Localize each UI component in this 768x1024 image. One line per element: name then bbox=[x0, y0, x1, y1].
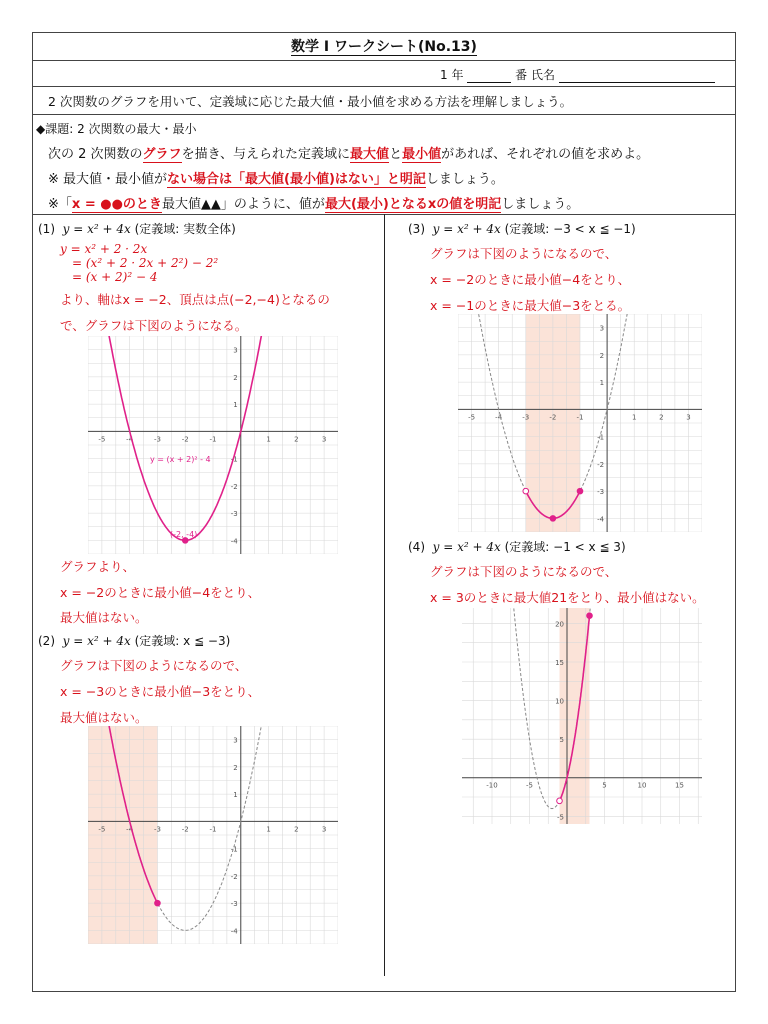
work-line: = (x² + 2 · 2x + 2²) − 2² bbox=[72, 256, 219, 270]
data-point bbox=[587, 613, 593, 619]
x-tick-label: -5 bbox=[98, 825, 106, 834]
y-tick-label: 20 bbox=[555, 620, 564, 629]
problem-1-header: (1) y = x² + 4x (定義域: 実数全体) bbox=[38, 222, 236, 236]
y-tick-label: 2 bbox=[233, 763, 238, 772]
data-point bbox=[523, 488, 529, 494]
y-tick-label: 2 bbox=[599, 351, 605, 360]
x-tick-label: -1 bbox=[209, 435, 217, 444]
data-point bbox=[557, 798, 563, 804]
x-tick-label: 3 bbox=[686, 413, 691, 422]
divider bbox=[32, 114, 736, 115]
class-blank[interactable] bbox=[467, 70, 511, 83]
x-tick-label: -2 bbox=[181, 435, 189, 444]
y-tick-label: 5 bbox=[559, 736, 564, 745]
work-line: = (x + 2)² − 4 bbox=[72, 270, 158, 284]
data-point bbox=[550, 516, 556, 522]
y-tick-label: 1 bbox=[233, 401, 238, 410]
y-tick-label: -4 bbox=[597, 515, 605, 524]
grade-label: 1 年 bbox=[440, 68, 464, 82]
class-line bbox=[440, 66, 715, 83]
answer-line: x = −3のときに最小値−3をとり、 bbox=[60, 684, 261, 699]
x-tick-label: -1 bbox=[209, 825, 217, 834]
problem-3-header: (3) y = x² + 4x (定義域: −3 < x ≦ −1) bbox=[408, 222, 636, 236]
x-tick-label: -4 bbox=[126, 825, 134, 834]
y-tick-label: -4 bbox=[230, 537, 238, 546]
task-heading: ◆課題: 2 次関数の最大・最小 bbox=[36, 122, 197, 136]
x-tick-label: 1 bbox=[266, 825, 271, 834]
y-tick-label: 15 bbox=[555, 659, 564, 667]
y-tick-label: -1 bbox=[597, 433, 605, 442]
x-tick-label: 2 bbox=[294, 825, 299, 834]
task-line-3: ※「x = ●●のとき最大値▲▲」のように、値が最大(最小)となるxの値を明記しましょう。 bbox=[48, 197, 580, 212]
divider bbox=[32, 60, 736, 61]
data-point bbox=[577, 488, 583, 494]
explanation: で、グラフは下図のようになる。 bbox=[60, 318, 248, 333]
number-label: 番 bbox=[515, 68, 528, 82]
y-tick-label: -3 bbox=[230, 900, 238, 909]
y-tick-label: -4 bbox=[230, 927, 238, 936]
y-tick-label: 1 bbox=[599, 379, 605, 388]
x-tick-label: -5 bbox=[526, 781, 533, 790]
graph-1 bbox=[88, 336, 338, 554]
answer-line: グラフより、 bbox=[60, 559, 136, 574]
answer-line: 最大値はない。 bbox=[60, 610, 148, 625]
name-blank[interactable] bbox=[559, 70, 715, 83]
x-tick-label: -4 bbox=[126, 435, 134, 444]
y-tick-label: -5 bbox=[557, 813, 564, 822]
x-tick-label: -5 bbox=[98, 435, 106, 444]
explanation: より、軸はx = −2、頂点は点(−2,−4)となるの bbox=[60, 292, 330, 307]
x-tick-label: 3 bbox=[321, 825, 327, 834]
curve-label: y = (x + 2)² - 4 bbox=[150, 455, 211, 464]
divider bbox=[32, 86, 736, 87]
x-tick-label: -3 bbox=[153, 435, 161, 444]
x-tick-label: 5 bbox=[602, 781, 607, 790]
graph-3 bbox=[458, 314, 702, 532]
x-tick-label: 2 bbox=[294, 435, 299, 444]
answer-line: グラフは下図のようになるので、 bbox=[430, 246, 618, 261]
objective: 2 次関数のグラフを用いて、定義域に応じた最大値・最小値を求める方法を理解しましょう。 bbox=[48, 94, 573, 109]
answer-line: x = −2のときに最小値−4をとり、 bbox=[60, 585, 261, 600]
problem-4-header: (4) y = x² + 4x (定義域: −1 < x ≦ 3) bbox=[408, 540, 626, 554]
task-line-2: ※ 最大値・最小値がない場合は「最大値(最小値)はない」と明記しましょう。 bbox=[48, 172, 504, 187]
x-tick-label: 1 bbox=[631, 413, 637, 422]
y-tick-label: -2 bbox=[230, 482, 238, 491]
data-point bbox=[155, 900, 161, 906]
answer-line: x = 3のときに最大値21をとり、最小値はない。 bbox=[430, 590, 705, 605]
x-tick-label: 10 bbox=[637, 781, 647, 790]
y-tick-label: 10 bbox=[555, 697, 564, 706]
x-tick-label: -2 bbox=[181, 825, 189, 834]
y-tick-label: -2 bbox=[230, 872, 238, 881]
answer-line: x = −1のときに最大値−3をとる。 bbox=[430, 298, 631, 313]
x-tick-label: -5 bbox=[468, 413, 476, 422]
y-tick-label: 2 bbox=[233, 373, 238, 382]
task-line-1: 次の 2 次関数のグラフを描き、与えられた定義域に最大値と最小値があれば、それぞれの値を求めよ。 bbox=[48, 147, 650, 162]
y-tick-label: -1 bbox=[230, 455, 238, 464]
x-tick-label: -3 bbox=[153, 825, 161, 834]
graph-2 bbox=[88, 726, 338, 944]
x-tick-label: -4 bbox=[495, 413, 503, 422]
x-tick-label: 15 bbox=[675, 781, 684, 790]
page-title: 数学 I ワークシート(No.13) bbox=[291, 39, 477, 55]
x-tick-label: 1 bbox=[266, 435, 271, 444]
x-tick-label: -2 bbox=[549, 413, 557, 422]
y-tick-label: 3 bbox=[233, 736, 238, 745]
y-tick-label: -2 bbox=[597, 460, 605, 469]
answer-line: 最大値はない。 bbox=[60, 710, 148, 725]
answer-line: x = −2のときに最小値−4をとり、 bbox=[430, 272, 631, 287]
x-tick-label: 2 bbox=[659, 413, 664, 422]
y-tick-label: -1 bbox=[230, 845, 238, 854]
x-tick-label: -3 bbox=[522, 413, 530, 422]
y-tick-label: -3 bbox=[230, 510, 238, 519]
work-line: y = x² + 2 · 2x bbox=[60, 242, 148, 256]
graph-4 bbox=[462, 608, 702, 824]
answer-line: グラフは下図のようになるので、 bbox=[430, 564, 618, 579]
y-tick-label: 3 bbox=[233, 346, 238, 355]
y-tick-label: 1 bbox=[233, 791, 238, 800]
x-tick-label: 3 bbox=[321, 435, 327, 444]
vertex-label: (-2, -4) bbox=[170, 530, 198, 539]
y-tick-label: -3 bbox=[597, 488, 605, 497]
column-divider bbox=[384, 214, 385, 976]
x-tick-label: -1 bbox=[576, 413, 584, 422]
name-label: 氏名 bbox=[530, 68, 555, 82]
problem-2-header: (2) y = x² + 4x (定義域: x ≦ −3) bbox=[38, 634, 231, 648]
x-tick-label: -10 bbox=[486, 781, 498, 790]
y-tick-label: 3 bbox=[599, 324, 605, 333]
answer-line: グラフは下図のようになるので、 bbox=[60, 658, 248, 673]
